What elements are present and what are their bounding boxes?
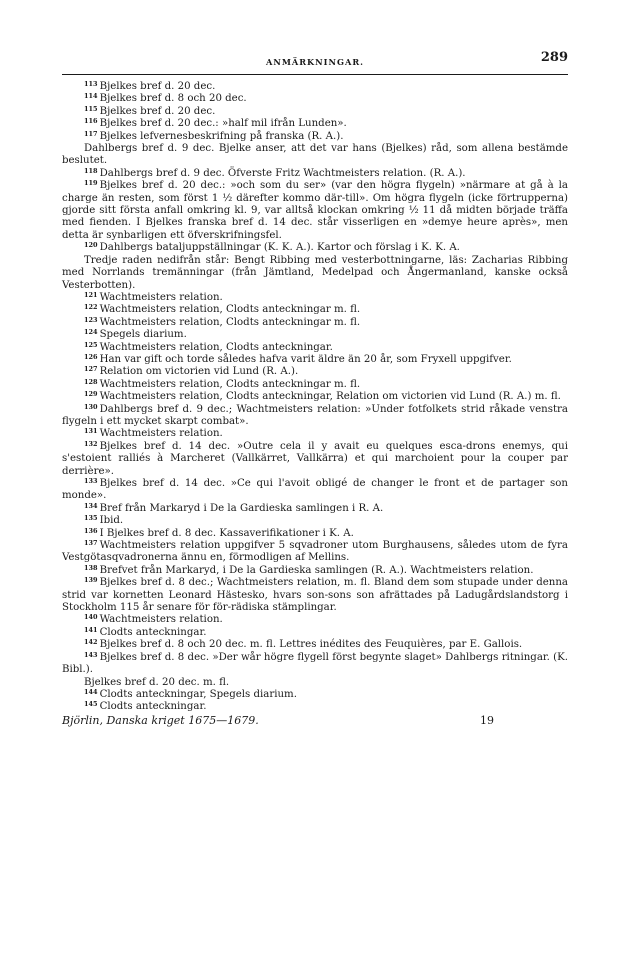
footnote-number: 123 [84, 315, 98, 324]
footnote-text: Clodts anteckningar, Spegels diarium. [99, 688, 297, 700]
footnote-text: Wachtmeisters relation, Clodts anteckningar m. fl. [99, 378, 361, 390]
footnote-text: Dahlbergs bref d. 9 dec.; Wachtmeisters relation: »Under fotfolkets strid råkade venstra flygeln i ett mycket skarpt combat». [62, 403, 568, 427]
footnote-text: Ibid. [99, 515, 124, 527]
header-rule [62, 74, 568, 75]
footnote-text: Brefvet från Markaryd, i De la Gardieska samlingen (R. A.). Wachtmeisters relation. [99, 564, 534, 576]
footnote [62, 577, 568, 614]
footnote-text: Bjelkes bref d. 20 dec.: »och som du ser» (var den högra flygeln) »närmare at gå à la charge än resten, som först 1 ½ därefter kommo där-till». Om högra flygeln (icke förtrupperna) gjorde sitt första anfall omkring kl. 9, var alltså klockan omkring ½ 11 då midten började träffa med fienden. I Bjelkes franska bref d. 14 dec. står visserligen en »demye heure après», men detta är synbarligen ett öfverskrifningsfel. [62, 180, 568, 241]
footnote-number: 114 [84, 92, 98, 101]
footnote [62, 255, 568, 292]
footnote-number: 121 [84, 290, 98, 299]
footnote-text: Wachtmeisters relation, Clodts anteckningar. [99, 341, 333, 353]
footnote [62, 317, 568, 329]
footnote-number: 132 [84, 439, 98, 448]
footnote-number: 122 [84, 303, 98, 312]
footnote-text: Wachtmeisters relation. [99, 428, 223, 440]
footnote-text: Spegels diarium. [99, 329, 187, 341]
running-title: ANMÄRKNINGAR. [266, 57, 364, 67]
footnote [62, 304, 568, 316]
footnote [62, 379, 568, 391]
footnote-text: Bjelkes bref d. 14 dec. »Ce qui l'avoit obligé de changer le front et de partager son monde». [62, 478, 568, 502]
footnote [62, 515, 568, 527]
footnote [62, 106, 568, 118]
footnote-number: 137 [84, 539, 98, 548]
footnote-text: Clodts anteckningar. [99, 626, 207, 638]
footnote-text: Bjelkes bref d. 20 dec. m. fl. [84, 676, 230, 688]
footnote-text: Bjelkes bref d. 20 dec. [99, 105, 216, 117]
footnote-text: Bjelkes bref d. 8 och 20 dec. m. fl. Lettres inédites des Feuquières, par E. Gallois. [99, 639, 523, 651]
footnote-text: Bjelkes bref d. 8 och 20 dec. [99, 93, 247, 105]
footnote [62, 168, 568, 180]
footnote [62, 540, 568, 565]
footnote-text: Bjelkes bref d. 8 dec. »Der wår högre flygell först begynte slaget» Dahlbergs ritningar. (K. Bibl.). [62, 651, 568, 676]
footnote-number: 143 [84, 650, 98, 659]
footnote [62, 503, 568, 515]
footnote-text: Wachtmeisters relation, Clodts anteckningar m. fl. [99, 304, 361, 316]
footnote-number: 116 [84, 117, 98, 126]
footnote [62, 528, 568, 540]
footnote [62, 689, 568, 701]
footnote [62, 292, 568, 304]
footnote [62, 242, 568, 254]
footnote-number: 120 [84, 241, 98, 250]
footnote-text: Wachtmeisters relation. [99, 614, 223, 626]
footnote [62, 93, 568, 105]
footnote [62, 627, 568, 639]
footnote-number: 139 [84, 576, 98, 585]
footnote-text: Wachtmeisters relation, Clodts anteckningar, Relation om victorien vid Lund (R. A.) m. fl. [99, 391, 561, 403]
footnote-number: 126 [84, 352, 98, 361]
footer [62, 715, 568, 729]
notes-list [62, 81, 568, 714]
footnote-text: Bjelkes bref d. 8 dec.; Wachtmeisters relation, m. fl. Bland dem som stupade under denna strid var kornetten Leonard Hästesko, hvars son-sons son afrättades på Ladugårdslandstorg i Stockholm 115 år senare för för-rädiska stämplingar. [62, 577, 568, 614]
footnote-text: Bjelkes bref d. 14 dec. »Outre cela il y avait eu quelques esca-drons enemys, qui s'estoient ralliés à Marcheret (Vallkärret, Vallkärra) et qui marchoient pour la couper par derrière». [62, 440, 568, 477]
footnote [62, 428, 568, 440]
footnote-text: Tredje raden nedifrån står: Bengt Ribbing med vesterbottningarne, läs: Zacharias Ribbing med Norrlands tremänningar (från Jämtland, Medelpad och Ångermanland, kanske också Vesterbotten). [62, 254, 568, 291]
footnote-number: 119 [84, 179, 98, 188]
running-head [62, 50, 568, 72]
footnote-number: 134 [84, 501, 98, 510]
footnote [62, 677, 568, 689]
footnote-number: 129 [84, 390, 98, 399]
footnote-number: 117 [84, 129, 98, 138]
page-number: 289 [540, 50, 568, 65]
footnote-text: Dahlbergs bref d. 9 dec. Öfverste Fritz Wachtmeisters relation. (R. A.). [99, 167, 466, 179]
footnote-text: Bjelkes lefvernesbeskrifning på franska (R. A.). [99, 130, 344, 142]
footnote-text: I Bjelkes bref d. 8 dec. Kassaverifikationer i K. A. [99, 527, 354, 539]
footnote-number: 135 [84, 514, 98, 523]
footnote [62, 639, 568, 651]
footnote [62, 404, 568, 429]
footnote-text: Wachtmeisters relation uppgifver 5 sqvadroner utom Burghausens, således utom de fyra Vestgötasqvadronerna ännu en, förmodligen af Mellins. [62, 540, 568, 564]
footnote [62, 478, 568, 503]
footnote-number: 131 [84, 427, 98, 436]
signature-number: 19 [480, 713, 494, 727]
footnote-number: 141 [84, 625, 98, 634]
printer-signature: Björlin, Danska kriget 1675—1679. [62, 713, 259, 727]
footnote-text: Dahlbergs bref d. 9 dec. Bjelke anser, att det var hans (Bjelkes) råd, som allena bestämde beslutet. [62, 143, 568, 167]
footnote-text: Han var gift och torde således hafva varit äldre än 20 år, som Fryxell uppgifver. [99, 353, 512, 365]
footnote-number: 113 [84, 80, 98, 88]
footnote-text: Wachtmeisters relation, Clodts anteckningar m. fl. [99, 316, 361, 328]
footnote-number: 144 [84, 687, 98, 696]
footnote-number: 140 [84, 613, 98, 622]
footnote-number: 133 [84, 477, 98, 485]
footnote [62, 81, 568, 93]
footnote [62, 391, 568, 403]
footnote-text: Wachtmeisters relation. [99, 291, 223, 303]
footnote-text: Bref från Markaryd i De la Gardieska samlingen i R. A. [99, 502, 384, 514]
footnote [62, 565, 568, 577]
footnote-number: 127 [84, 365, 98, 374]
footnote [62, 614, 568, 626]
footnote [62, 441, 568, 478]
footnote [62, 143, 568, 168]
footnote-text: Bjelkes bref d. 20 dec.: »half mil ifrån Lunden». [99, 118, 347, 130]
footnote-number: 130 [84, 402, 98, 411]
footnote [62, 329, 568, 341]
footnote-number: 142 [84, 638, 98, 647]
footnote [62, 652, 568, 677]
page [62, 50, 568, 729]
footnote [62, 366, 568, 378]
footnote-number: 128 [84, 377, 98, 386]
footnote-number: 124 [84, 328, 98, 337]
footnote [62, 118, 568, 130]
footnote-number: 115 [84, 104, 98, 113]
footnote-number: 125 [84, 340, 98, 349]
footnote [62, 131, 568, 143]
footnote [62, 180, 568, 242]
footnote-text: Bjelkes bref d. 20 dec. [99, 81, 216, 92]
footnote-number: 145 [84, 700, 98, 709]
footnote-text: Relation om victorien vid Lund (R. A.). [99, 366, 299, 378]
footnote-number: 136 [84, 526, 98, 535]
footnote [62, 354, 568, 366]
footnote-text: Clodts anteckningar. [99, 701, 207, 713]
footnote-number: 138 [84, 563, 98, 572]
footnote [62, 701, 568, 713]
footnote [62, 342, 568, 354]
footnote-number: 118 [84, 166, 98, 175]
footnote-text: Dahlbergs bataljuppställningar (K. K. A.). Kartor och förslag i K. K. A. [99, 242, 460, 254]
